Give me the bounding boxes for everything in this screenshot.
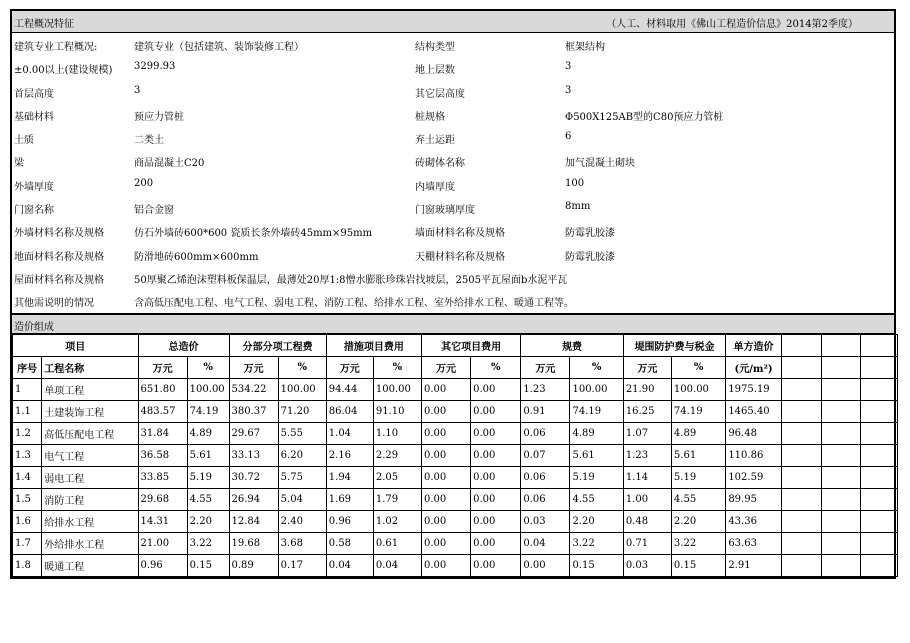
cost-value: 0.15	[570, 554, 623, 576]
cost-value: 21.00	[138, 532, 187, 554]
cost-value: 0.17	[278, 554, 326, 576]
cost-value: 1.04	[326, 422, 373, 444]
overview-row	[12, 196, 894, 219]
cost-value: 1.79	[373, 488, 421, 510]
table-row	[13, 532, 898, 554]
project-name: 暖通工程	[42, 554, 138, 576]
cost-value: 2.29	[373, 444, 421, 466]
cost-value: 1.10	[373, 422, 421, 444]
cost-value	[821, 554, 861, 576]
cost-value: 0.48	[623, 510, 671, 532]
cost-value	[821, 532, 861, 554]
sub-header-cell: 万元	[229, 356, 278, 378]
sub-header-cell: 工程名称	[42, 356, 138, 378]
cost-value: 0.00	[421, 444, 470, 466]
project-name: 单项工程	[42, 378, 138, 400]
cost-value: 0.00	[471, 444, 521, 466]
cost-value: 102.59	[726, 466, 781, 488]
cost-value: 100.00	[187, 378, 229, 400]
cost-rows	[13, 378, 898, 576]
cost-value	[781, 444, 821, 466]
group-header-cell: 总造价	[138, 334, 229, 356]
cost-value: 19.68	[229, 532, 278, 554]
project-name: 给排水工程	[42, 510, 138, 532]
field-label: 桩规格	[415, 111, 445, 123]
cost-value: 0.00	[471, 510, 521, 532]
cost-value: 5.19	[671, 466, 725, 488]
field-label: 天棚材料名称及规格	[415, 251, 505, 263]
sub-header-cell: %	[278, 356, 326, 378]
cost-value	[861, 400, 898, 422]
row-number: 1.4	[13, 466, 42, 488]
cost-value: 2.91	[726, 554, 781, 576]
field-label: 外墙材料名称及规格	[14, 228, 104, 240]
cost-value: 0.00	[471, 378, 521, 400]
field-value: 3	[134, 84, 141, 96]
cost-value: 0.15	[187, 554, 229, 576]
cost-value: 1.00	[623, 488, 671, 510]
cost-value: 4.89	[570, 422, 623, 444]
cost-value: 4.55	[570, 488, 623, 510]
cost-value: 36.58	[138, 444, 187, 466]
cost-value: 1465.40	[726, 400, 781, 422]
cost-value: 86.04	[326, 400, 373, 422]
cost-value: 4.55	[671, 488, 725, 510]
cost-value: 0.03	[623, 554, 671, 576]
row-number: 1.8	[13, 554, 42, 576]
field-label: 砖砌体名称	[415, 158, 465, 170]
cost-value: 0.06	[521, 488, 570, 510]
cost-value: 0.00	[421, 378, 470, 400]
field-value: 防滑地砖600mm×600mm	[134, 251, 259, 263]
cost-value: 0.00	[421, 554, 470, 576]
cost-value: 3.68	[278, 532, 326, 554]
cost-value: 483.57	[138, 400, 187, 422]
overview-row	[12, 103, 894, 126]
overview-panel	[10, 9, 896, 579]
cost-value: 110.86	[726, 444, 781, 466]
cost-value	[861, 378, 898, 400]
field-value: 含高低压配电工程、电气工程、弱电工程、消防工程、给排水工程、室外给排水工程、暖通工程等。	[134, 298, 574, 310]
cost-value: 1.94	[326, 466, 373, 488]
overview-row	[12, 126, 894, 149]
sub-header-cell	[781, 356, 821, 378]
field-label: 墙面材料名称及规格	[415, 228, 505, 240]
field-label: 外墙厚度	[14, 181, 54, 193]
cost-value	[821, 488, 861, 510]
field-value: Φ500X125AB型的C80预应力管桩	[565, 111, 724, 123]
cost-section-title: 造价组成	[14, 321, 54, 333]
cost-value: 0.00	[421, 532, 470, 554]
field-label: 首层高度	[14, 88, 54, 100]
cost-value: 100.00	[278, 378, 326, 400]
cost-value	[861, 422, 898, 444]
cost-value	[861, 532, 898, 554]
field-label: 地面材料名称及规格	[14, 251, 104, 263]
cost-value	[861, 444, 898, 466]
group-header-cell: 项目	[13, 334, 139, 356]
sub-header-cell	[821, 356, 861, 378]
cost-value: 0.00	[471, 488, 521, 510]
field-value: 防霉乳胶漆	[565, 228, 615, 240]
sub-header-cell: %	[671, 356, 725, 378]
field-label: 地上层数	[415, 65, 455, 77]
field-value: 200	[134, 177, 154, 189]
cost-value: 534.22	[229, 378, 278, 400]
cost-value: 0.00	[521, 554, 570, 576]
cost-value: 0.71	[623, 532, 671, 554]
row-number: 1.6	[13, 510, 42, 532]
cost-value: 0.89	[229, 554, 278, 576]
field-value: 50厚聚乙烯泡沫塑料板保温层，最薄处20厚1:8憎水膨胀珍珠岩找坡层，2505平瓦屋面b水泥平瓦	[134, 274, 568, 286]
field-label: 其他需说明的情况	[14, 298, 94, 310]
field-value: 防霉乳胶漆	[565, 251, 615, 263]
cost-value: 16.25	[623, 400, 671, 422]
overview-row	[12, 243, 894, 266]
cost-value: 1.02	[373, 510, 421, 532]
cost-value: 1.23	[623, 444, 671, 466]
cost-value	[781, 554, 821, 576]
cost-value: 2.20	[671, 510, 725, 532]
overview-row	[12, 173, 894, 196]
cost-value	[781, 422, 821, 444]
cost-value: 0.07	[521, 444, 570, 466]
cost-section-header	[12, 313, 894, 334]
cost-value: 71.20	[278, 400, 326, 422]
field-label: 梁	[14, 158, 24, 170]
group-header-cell: 规费	[521, 334, 624, 356]
cost-value: 2.05	[373, 466, 421, 488]
group-header-cell: 分部分项工程费	[229, 334, 326, 356]
field-value: 仿石外墙砖600*600 瓷质长条外墙砖45mm×95mm	[134, 228, 373, 240]
group-header-cell: 单方造价	[726, 334, 781, 356]
field-label: 基础材料	[14, 111, 54, 123]
cost-value: 0.96	[326, 510, 373, 532]
cost-value: 63.63	[726, 532, 781, 554]
row-number: 1.3	[13, 444, 42, 466]
overview-row	[12, 289, 894, 312]
overview-row	[12, 149, 894, 172]
group-header-cell: 堤围防护费与税金	[623, 334, 726, 356]
sub-header-cell: 万元	[138, 356, 187, 378]
cost-value: 0.04	[373, 554, 421, 576]
group-header-cell	[861, 334, 898, 356]
sub-header-row	[13, 356, 898, 378]
field-value: 6	[565, 131, 572, 143]
field-value: 3	[565, 61, 572, 73]
overview-row	[12, 266, 894, 289]
overview-row	[12, 56, 894, 79]
cost-value	[781, 378, 821, 400]
cost-value	[821, 422, 861, 444]
cost-value	[861, 554, 898, 576]
table-row	[13, 400, 898, 422]
field-value: 加气混凝土砌块	[565, 158, 635, 170]
row-number: 1.5	[13, 488, 42, 510]
cost-value	[821, 378, 861, 400]
cost-value: 33.85	[138, 466, 187, 488]
cost-value: 43.36	[726, 510, 781, 532]
field-value: 框架结构	[565, 42, 605, 53]
sub-header-cell: 万元	[326, 356, 373, 378]
overview-info	[12, 33, 894, 313]
overview-header	[12, 11, 894, 33]
cost-value: 0.00	[421, 422, 470, 444]
cost-value: 30.72	[229, 466, 278, 488]
cost-value: 4.55	[187, 488, 229, 510]
cost-value: 2.40	[278, 510, 326, 532]
cost-value: 651.80	[138, 378, 187, 400]
cost-value: 100.00	[671, 378, 725, 400]
overview-row	[12, 33, 894, 56]
cost-value	[861, 488, 898, 510]
cost-value: 2.20	[187, 510, 229, 532]
cost-value: 0.58	[326, 532, 373, 554]
cost-value: 74.19	[187, 400, 229, 422]
cost-value: 0.00	[421, 488, 470, 510]
group-header-row	[13, 334, 898, 356]
cost-value	[781, 532, 821, 554]
project-name: 高低压配电工程	[42, 422, 138, 444]
cost-value: 5.19	[570, 466, 623, 488]
cost-value: 0.00	[421, 510, 470, 532]
cost-value: 29.68	[138, 488, 187, 510]
field-value: 3299.93	[134, 61, 176, 73]
row-number: 1.2	[13, 422, 42, 444]
cost-table	[12, 334, 898, 577]
sub-header-cell: %	[187, 356, 229, 378]
cost-value: 0.00	[471, 422, 521, 444]
cost-value: 89.95	[726, 488, 781, 510]
table-row	[13, 422, 898, 444]
cost-value: 0.06	[521, 466, 570, 488]
field-value: 预应力管桩	[134, 111, 184, 123]
cost-value: 0.06	[521, 422, 570, 444]
cost-value: 0.00	[421, 400, 470, 422]
sub-header-cell: %	[471, 356, 521, 378]
cost-value: 26.94	[229, 488, 278, 510]
cost-value: 380.37	[229, 400, 278, 422]
cost-value	[781, 510, 821, 532]
field-value: 建筑专业（包括建筑、装饰装修工程）	[134, 42, 304, 53]
cost-value: 0.00	[471, 532, 521, 554]
overview-title: 工程概况特征	[14, 19, 74, 30]
cost-value	[861, 466, 898, 488]
table-row	[13, 510, 898, 532]
cost-value: 74.19	[671, 400, 725, 422]
field-value: 商品混凝土C20	[134, 158, 205, 170]
sub-header-cell: 万元	[521, 356, 570, 378]
project-name: 电气工程	[42, 444, 138, 466]
cost-value: 1.14	[623, 466, 671, 488]
sub-header-cell: 序号	[13, 356, 42, 378]
table-row	[13, 554, 898, 576]
row-number: 1.1	[13, 400, 42, 422]
cost-value: 100.00	[570, 378, 623, 400]
field-label: ±0.00以上(建设规模)	[14, 65, 113, 77]
cost-value	[821, 444, 861, 466]
cost-value: 1.23	[521, 378, 570, 400]
cost-value: 1.07	[623, 422, 671, 444]
field-value: 8mm	[565, 201, 591, 213]
cost-value: 0.96	[138, 554, 187, 576]
row-number: 1.7	[13, 532, 42, 554]
cost-value: 0.61	[373, 532, 421, 554]
cost-value	[821, 466, 861, 488]
cost-value: 5.61	[570, 444, 623, 466]
field-label: 结构类型	[415, 42, 455, 53]
cost-value: 0.00	[471, 400, 521, 422]
project-name: 土建装饰工程	[42, 400, 138, 422]
cost-value: 4.89	[671, 422, 725, 444]
cost-value: 4.89	[187, 422, 229, 444]
field-label: 弃土运距	[415, 135, 455, 147]
field-value: 二类土	[134, 135, 164, 147]
source-note: （人工、材料取用《佛山工程造价信息》2014第2季度）	[606, 19, 858, 30]
cost-value: 74.19	[570, 400, 623, 422]
field-label: 其它层高度	[415, 88, 465, 100]
cost-value	[781, 488, 821, 510]
cost-value: 29.67	[229, 422, 278, 444]
overview-row	[12, 219, 894, 242]
cost-value: 31.84	[138, 422, 187, 444]
cost-value: 5.55	[278, 422, 326, 444]
cost-value: 3.22	[570, 532, 623, 554]
group-header-cell: 措施项目费用	[326, 334, 421, 356]
cost-value: 0.04	[326, 554, 373, 576]
sub-header-cell: 万元	[421, 356, 470, 378]
field-label: 门窗玻璃厚度	[415, 205, 475, 217]
cost-value: 0.00	[471, 466, 521, 488]
field-value: 3	[565, 84, 572, 96]
cost-value: 0.00	[421, 466, 470, 488]
cost-value: 3.22	[187, 532, 229, 554]
cost-value	[821, 510, 861, 532]
cost-value: 96.48	[726, 422, 781, 444]
cost-value: 0.04	[521, 532, 570, 554]
cost-value: 6.20	[278, 444, 326, 466]
cost-value: 21.90	[623, 378, 671, 400]
group-header-cell	[821, 334, 861, 356]
cost-value: 5.75	[278, 466, 326, 488]
cost-value: 1.69	[326, 488, 373, 510]
project-name: 弱电工程	[42, 466, 138, 488]
sub-header-cell: %	[373, 356, 421, 378]
cost-value: 2.16	[326, 444, 373, 466]
overview-row	[12, 80, 894, 103]
field-label: 门窗名称	[14, 205, 54, 217]
cost-value: 1975.19	[726, 378, 781, 400]
cost-value: 5.19	[187, 466, 229, 488]
cost-value: 91.10	[373, 400, 421, 422]
table-row	[13, 378, 898, 400]
table-row	[13, 488, 898, 510]
cost-value: 14.31	[138, 510, 187, 532]
cost-value: 2.20	[570, 510, 623, 532]
table-row	[13, 466, 898, 488]
group-header-cell	[781, 334, 821, 356]
cost-value: 0.15	[671, 554, 725, 576]
cost-value: 3.22	[671, 532, 725, 554]
group-header-cell: 其它项目费用	[421, 334, 520, 356]
sub-header-cell: %	[570, 356, 623, 378]
table-row	[13, 444, 898, 466]
cost-value	[861, 510, 898, 532]
sub-header-cell	[861, 356, 898, 378]
cost-value: 5.04	[278, 488, 326, 510]
cost-value	[821, 400, 861, 422]
cost-value: 0.03	[521, 510, 570, 532]
project-name: 消防工程	[42, 488, 138, 510]
row-number: 1	[13, 378, 42, 400]
cost-value	[781, 466, 821, 488]
cost-value: 0.00	[471, 554, 521, 576]
cost-value: 0.91	[521, 400, 570, 422]
cost-value: 5.61	[671, 444, 725, 466]
cost-value: 12.84	[229, 510, 278, 532]
field-value: 100	[565, 177, 585, 189]
cost-value: 100.00	[373, 378, 421, 400]
sub-header-cell: 万元	[623, 356, 671, 378]
cost-value: 94.44	[326, 378, 373, 400]
project-name: 外给排水工程	[42, 532, 138, 554]
cost-value: 33.13	[229, 444, 278, 466]
cost-value: 5.61	[187, 444, 229, 466]
field-label: 土质	[14, 135, 34, 147]
field-label: 内墙厚度	[415, 181, 455, 193]
field-label: 屋面材料名称及规格	[14, 274, 104, 286]
field-value: 铝合金窗	[134, 205, 174, 217]
cost-value	[781, 400, 821, 422]
cost-sheet	[10, 9, 896, 579]
field-label: 建筑专业工程概况:	[14, 42, 98, 53]
sub-header-cell: (元/m²)	[726, 356, 781, 378]
